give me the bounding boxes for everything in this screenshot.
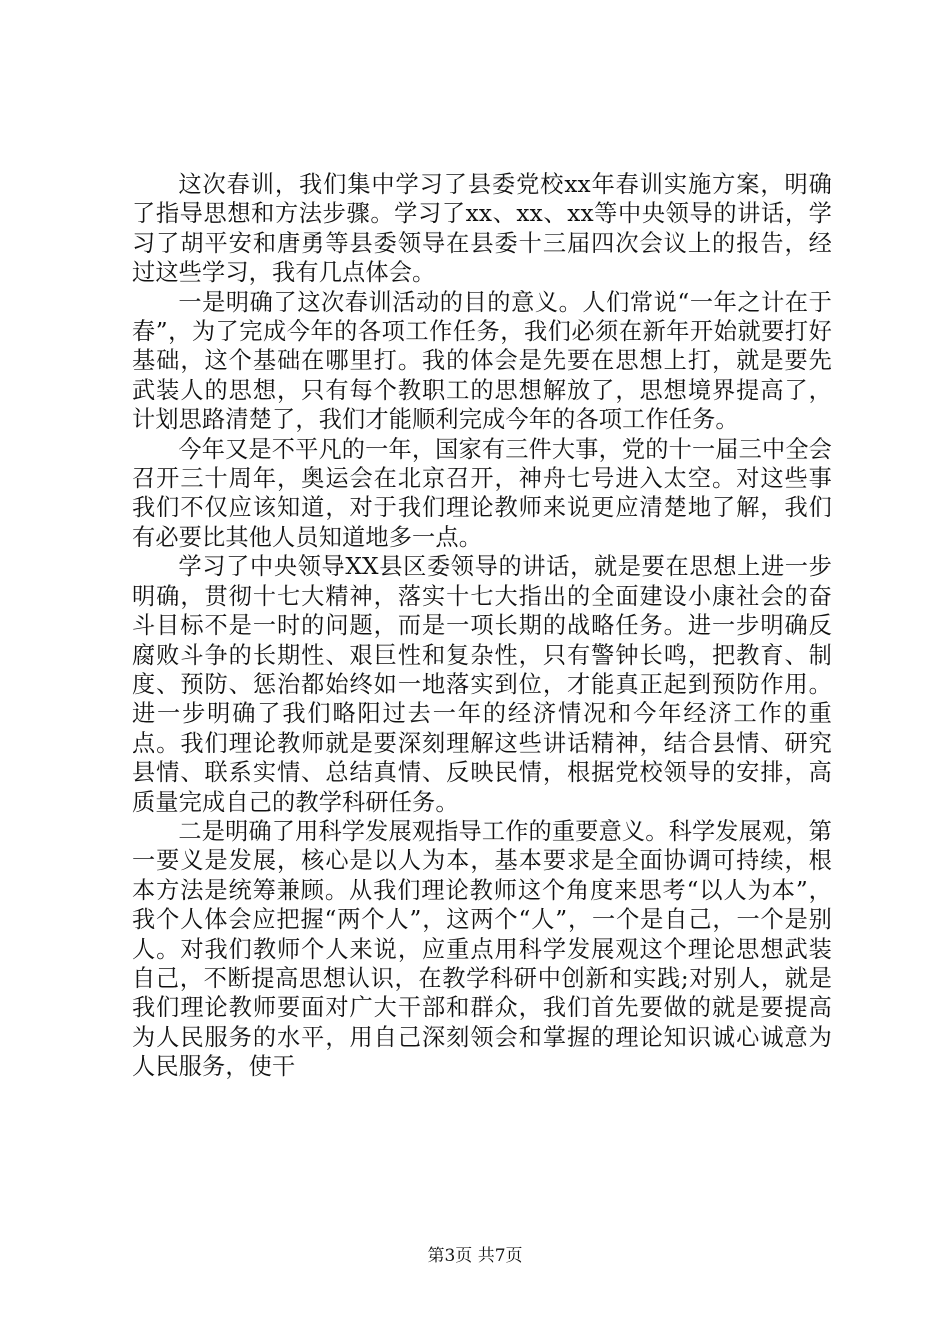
paragraph-5: 二是明确了用科学发展观指导工作的重要意义。科学发展观，第一要义是发展，核心是以人为本，基本要求是全面协调可持续，根本方法是统筹兼顾。从我们理论教师这个角度来思考“以人为本”，我个人体会应把握“两个人”，这两个“人”，一个是自己，一个是别人。对我们教师个人来说，应重点用科学发展观这个理论思想武装自己，不断提高思想认识，在教学科研中创新和实践;对别人，就是我们理论教师要面对广大干部和群众，我们首先要做的就是要提高为人民服务的水平，用自己深刻领会和掌握的理论知识诚心诚意为人民服务，使干 (132, 817, 832, 1081)
paragraph-3: 今年又是不平凡的一年，国家有三件大事，党的十一届三中全会召开三十周年，奥运会在北京召开，神舟七号进入太空。对这些事我们不仅应该知道，对于我们理论教师来说更应清楚地了解，我们有必要比其他人员知道地多一点。 (132, 435, 832, 551)
page-indicator: 第3页 共7页 (427, 1246, 523, 1266)
paragraph-4: 学习了中央领导XX县区委领导的讲话，就是要在思想上进一步明确，贯彻十七大精神，落实十七大指出的全面建设小康社会的奋斗目标不是一时的问题，而是一项长期的战略任务。进一步明确反腐败斗争的长期性、艰巨性和复杂性，只有警钟长鸣，把教育、制度、预防、惩治都始终如一地落实到位，才能真正起到预防作用。进一步明确了我们略阳过去一年的经济情况和今年经济工作的重点。我们理论教师就是要深刻理解这些讲话精神，结合县情、研究县情、联系实情、总结真情、反映民情，根据党校领导的安排，高质量完成自己的教学科研任务。 (132, 553, 832, 816)
document-body (132, 170, 832, 1082)
paragraph-1: 这次春训，我们集中学习了县委党校xx年春训实施方案，明确了指导思想和方法步骤。学习了xx、xx、xx等中央领导的讲话，学习了胡平安和唐勇等县委领导在县委十三届四次会议上的报告，经过这些学习，我有几点体会。 (132, 171, 832, 287)
page-footer (0, 1245, 950, 1267)
paragraph-2: 一是明确了这次春训活动的目的意义。人们常说“一年之计在于春”，为了完成今年的各项工作任务，我们必须在新年开始就要打好基础，这个基础在哪里打。我的体会是先要在思想上打，就是要先武装人的思想，只有每个教职工的思想解放了，思想境界提高了，计划思路清楚了，我们才能顺利完成今年的各项工作任务。 (132, 288, 832, 434)
